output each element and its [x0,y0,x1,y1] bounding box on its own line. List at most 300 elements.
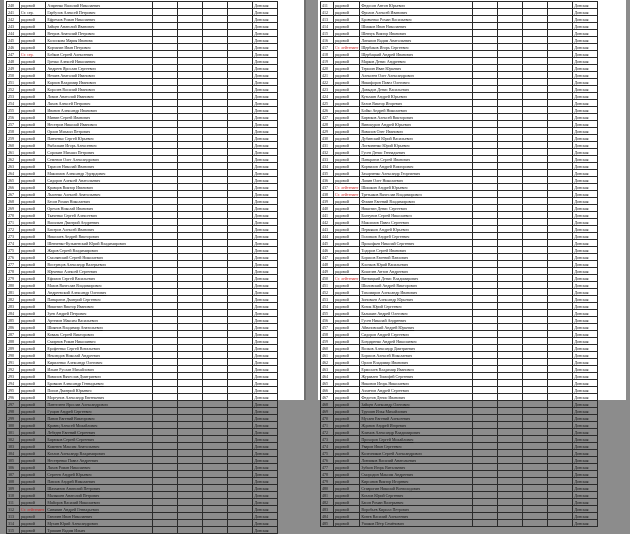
cell-c1 [473,513,498,520]
cell-c3 [203,520,228,527]
cell-name[interactable]: Синявин Андрей Геннадьевич [46,506,153,513]
cell-c2 [498,310,523,317]
table-row [7,233,278,240]
cell-rank: рядовой [20,338,46,345]
table-row [7,107,278,114]
cell-c1 [153,317,178,324]
cell-num: 252 [7,86,20,93]
cell-rank: рядовой [334,170,360,177]
cell-c4 [228,247,253,254]
cell-c3 [203,373,228,380]
cell-c2 [178,233,203,240]
cell-c2 [178,114,203,121]
cell-name: Смородин Максим Андреевич [360,471,473,478]
cell-num: 418 [321,51,334,58]
cell-name[interactable]: Лебедев Евгений Сергеевич [46,429,153,436]
cell-c2 [178,527,203,534]
cell-num: 300 [7,422,20,429]
cell-name: Ткаченко Сергей Алексеевич [46,212,153,219]
cell-c3 [203,142,228,149]
cell-place: Донская [253,352,278,359]
cell-name[interactable]: Щербацкий Андрей Иванович [360,51,473,58]
cell-c1 [473,268,498,275]
cell-c2 [178,30,203,37]
cell-c4 [548,373,573,380]
cell-name[interactable]: Волков Александр Дмитриевич [360,345,473,352]
cell-c3 [203,310,228,317]
cell-place: Донская [253,114,278,121]
cell-num: 419 [321,58,334,65]
cell-place: Донская [573,359,598,366]
cell-c2 [178,317,203,324]
cell-rank: рядовой [20,471,46,478]
cell-c4 [548,247,573,254]
cell-rank: рядовой [334,499,360,506]
cell-rank: рядовой [20,170,46,177]
cell-name: Карпов Владимир Иванович [46,79,153,86]
cell-c3 [523,338,548,345]
table-row [7,114,278,121]
cell-c3 [203,282,228,289]
cell-num: 293 [7,373,20,380]
cell-rank: рядовой [20,44,46,51]
cell-c2 [498,296,523,303]
cell-c3 [523,191,548,198]
cell-num: 277 [7,261,20,268]
cell-c2 [498,240,523,247]
cell-c1 [153,492,178,499]
table-row [321,303,598,310]
cell-name: Панченко Сергей Юрьевич [46,135,153,142]
cell-c2 [498,212,523,219]
cell-name: Ермолаев Владимир Иванович [360,366,473,373]
cell-name[interactable]: Андреев Ярослав Сергеевич [46,65,153,72]
cell-num: 304 [7,450,20,457]
cell-rank: рядовой [334,520,360,527]
cell-c3 [203,471,228,478]
cell-c4 [228,142,253,149]
cell-c2 [498,79,523,86]
table-row [321,177,598,184]
cell-c2 [498,226,523,233]
cell-c1 [153,226,178,233]
cell-c4 [548,58,573,65]
cell-rank: рядовой [334,345,360,352]
cell-c2 [178,499,203,506]
cell-rank: Ст. лейтенант [335,184,359,190]
cell-name[interactable]: Бровченко Роман Васильевич [360,16,473,23]
cell-place: Донская [573,464,598,471]
cell-c1 [153,387,178,394]
cell-rank: рядовой [20,128,46,135]
cell-c1 [153,107,178,114]
cell-rank: рядовой [334,23,360,30]
cell-c3 [203,359,228,366]
cell-place: Донская [573,142,598,149]
cell-c3 [523,240,548,247]
cell-c1 [153,205,178,212]
cell-name[interactable]: Белов Виктор Игоревич [360,100,473,107]
cell-name[interactable]: Прохоров Сергей Михайлович [360,436,473,443]
cell-rank: рядовой [334,436,360,443]
cell-c1 [153,366,178,373]
cell-place: Донская [253,58,278,65]
cell-place: Донская [253,478,278,485]
cell-name: Иванов Александр Иванович [46,107,153,114]
cell-c3 [203,2,228,9]
cell-c3 [203,345,228,352]
cell-c3 [523,233,548,240]
cell-name[interactable]: Смирнов Роман Николаевич [46,338,153,345]
cell-c2 [498,86,523,93]
table-row [321,394,598,401]
cell-c2 [498,457,523,464]
cell-c3 [203,387,228,394]
table-row [7,492,278,499]
cell-name[interactable]: Николаев Андрей Викторович [46,233,153,240]
cell-name: Малышев Анатолий Петрович [46,492,153,499]
cell-c2 [498,436,523,443]
cell-c2 [178,79,203,86]
cell-c2 [178,408,203,415]
cell-rank: рядовой [20,359,46,366]
table-row [321,51,598,58]
cell-c3 [523,184,548,191]
cell-c1 [153,247,178,254]
cell-c3 [523,65,548,72]
cell-num: 243 [7,23,20,30]
cell-rank: рядовой [20,254,46,261]
cell-c1 [153,415,178,422]
cell-rank: рядовой [20,142,46,149]
cell-name[interactable]: Бровкин Александр Геннадьевич [46,380,153,387]
cell-place: Донская [573,58,598,65]
cell-c3 [523,107,548,114]
cell-place: Донская [573,23,598,30]
cell-c4 [548,65,573,72]
cell-num: 455 [321,310,334,317]
cell-c3 [203,86,228,93]
cell-c2 [178,331,203,338]
table-row [321,23,598,30]
cell-place: Донская [573,338,598,345]
cell-c3 [203,219,228,226]
cell-rank: рядовой [20,163,46,170]
cell-num: 424 [321,93,334,100]
cell-num: 258 [7,128,20,135]
cell-rank: рядовой [20,520,46,527]
table-row [7,163,278,170]
cell-num: 484 [321,513,334,520]
cell-c2 [178,9,203,16]
cell-c2 [178,212,203,219]
cell-num: 262 [7,156,20,163]
cell-c3 [523,289,548,296]
cell-name: Корчагин Иван Петрович [46,44,153,51]
cell-rank: рядовой [334,471,360,478]
cell-num: 412 [321,9,334,16]
cell-rank: рядовой [20,527,46,534]
cell-c4 [228,212,253,219]
cell-rank: рядовой [20,401,46,408]
cell-c4 [548,37,573,44]
cell-place: Донская [573,205,598,212]
cell-c3 [203,352,228,359]
cell-rank: рядовой [20,324,46,331]
cell-num: 457 [321,324,334,331]
table-row [7,65,278,72]
table-row [7,37,278,44]
cell-c4 [228,128,253,135]
cell-name[interactable]: Кравцов Виктор Иванович [46,184,153,191]
cell-place: Донская [253,226,278,233]
cell-c3 [523,37,548,44]
cell-c4 [228,380,253,387]
cell-c1 [473,254,498,261]
cell-name[interactable]: Айвазовский Андрей Юрьевич [360,324,473,331]
cell-c2 [498,44,523,51]
cell-c2 [498,51,523,58]
table-row [7,443,278,450]
cell-name[interactable]: Ефремов Роман Николаевич [46,16,153,23]
cell-c4 [228,450,253,457]
cell-num: 264 [7,170,20,177]
table-row [7,527,278,534]
cell-c4 [228,401,253,408]
cell-c2 [498,65,523,72]
cell-rank: рядовой [334,16,360,23]
cell-c2 [498,464,523,471]
cell-num: 469 [321,408,334,415]
cell-place: Донская [253,254,278,261]
cell-rank: рядовой [334,429,360,436]
cell-name: Зуев Андрей Петрович [46,310,153,317]
cell-rank: рядовой [334,37,360,44]
cell-name: Марков Денис Андреевич [360,58,473,65]
cell-name[interactable]: Смолянский Сергей Николаевич [46,254,153,261]
cell-c4 [228,177,253,184]
cell-name[interactable]: Гусев Денис Геннадьевич [360,149,473,156]
cell-rank: рядовой [20,415,46,422]
cell-c1 [473,177,498,184]
cell-c3 [523,212,548,219]
table-row [7,198,278,205]
cell-name: Винокуров Андрей Юрьевич [360,121,473,128]
table-row [321,128,598,135]
table-row [7,268,278,275]
cell-c1 [153,86,178,93]
cell-c4 [228,184,253,191]
table-row [321,324,598,331]
cell-place: Донская [253,163,278,170]
cell-num: 427 [321,114,334,121]
cell-num: 295 [7,387,20,394]
cell-c2 [498,352,523,359]
cell-c1 [473,44,498,51]
cell-name[interactable]: Захарченко Александр Георгиевич [360,170,473,177]
cell-num: 430 [321,135,334,142]
roll-table-right [320,1,598,527]
cell-place: Донская [253,527,278,534]
cell-c1 [473,212,498,219]
cell-c2 [178,415,203,422]
cell-place: Донская [253,212,278,219]
cell-name[interactable]: Шиянов Владимир Анатольевич [46,324,153,331]
cell-c1 [153,485,178,492]
table-row [321,485,598,492]
cell-c4 [228,359,253,366]
cell-name: Королев Василий Иванович [46,86,153,93]
cell-rank: Ст. лейтенант [335,44,359,50]
cell-place: Донская [573,275,598,282]
cell-rank: рядовой [334,373,360,380]
cell-c1 [153,135,178,142]
cell-rank: рядовой [334,9,360,16]
cell-c1 [153,422,178,429]
cell-num: 485 [321,520,334,527]
cell-name[interactable]: Фомин Евгений Владимирович [360,198,473,205]
table-row [321,226,598,233]
cell-name[interactable]: Гущин Андрей Сергеевич [46,408,153,415]
table-row [321,142,598,149]
cell-place: Донская [573,331,598,338]
cell-name: Мухин Юрий Александрович [46,520,153,527]
cell-name: Шишкин Андрей Юрьевич [360,184,473,191]
cell-name[interactable]: Тодоров Сергей Иванович [360,247,473,254]
cell-name: Борисов Евгений Павлович [360,254,473,261]
cell-c2 [178,282,203,289]
cell-rank: рядовой [334,492,360,499]
cell-c3 [203,450,228,457]
cell-c3 [203,184,228,191]
table-row [321,65,598,72]
cell-place: Донская [573,163,598,170]
cell-name: Сидоров Андрей Сергеевич [360,331,473,338]
cell-rank: рядовой [20,205,46,212]
cell-num: 426 [321,107,334,114]
cell-num: 245 [7,37,20,44]
table-row [321,478,598,485]
cell-c1 [473,464,498,471]
cell-c4 [228,254,253,261]
cell-c2 [178,366,203,373]
cell-num: 464 [321,373,334,380]
cell-place: Донская [573,422,598,429]
cell-c4 [228,170,253,177]
cell-num: 431 [321,142,334,149]
cell-c4 [548,177,573,184]
cell-num: 481 [321,492,334,499]
cell-c3 [523,135,548,142]
cell-c4 [228,499,253,506]
cell-c3 [523,457,548,464]
cell-c1 [153,142,178,149]
cell-c3 [203,247,228,254]
cell-c1 [473,107,498,114]
table-row [7,359,278,366]
cell-name[interactable]: Витвицкий Денис Владимирович [360,275,473,282]
cell-c3 [523,226,548,233]
cell-c3 [523,296,548,303]
cell-name: Нестеров Николай Иванович [46,121,153,128]
cell-c4 [228,261,253,268]
cell-num: 309 [7,485,20,492]
cell-name[interactable]: Васильев Дмитрий Андреевич [46,219,153,226]
cell-name[interactable]: Андреевский Александр Олегович [46,289,153,296]
cell-name[interactable]: Журавлев Тимофей Сергеевич [360,373,473,380]
cell-name: Тришин Вадим Ильич [46,527,153,534]
cell-c3 [203,261,228,268]
cell-num: 445 [321,240,334,247]
cell-name[interactable]: Максимов Павел Сергеевич [360,219,473,226]
cell-rank: рядовой [334,219,360,226]
cell-rank: рядовой [20,58,46,65]
cell-num: 420 [321,65,334,72]
cell-name[interactable]: Вавилов Олег Иванович [360,128,473,135]
cell-c2 [498,345,523,352]
cell-c4 [548,492,573,499]
cell-c4 [228,373,253,380]
cell-c3 [523,79,548,86]
cell-place: Донская [253,408,278,415]
cell-c2 [498,100,523,107]
table-row [321,499,598,506]
cell-c2 [498,37,523,44]
cell-place: Донская [253,492,278,499]
cell-c1 [153,499,178,506]
cell-c4 [228,79,253,86]
cell-c1 [153,513,178,520]
cell-place: Донская [253,93,278,100]
cell-c2 [498,282,523,289]
cell-c4 [228,506,253,513]
table-row [7,149,278,156]
cell-place: Донская [253,296,278,303]
cell-num: 451 [321,282,334,289]
cell-c3 [203,23,228,30]
cell-c1 [473,415,498,422]
cell-num: 462 [321,359,334,366]
cell-c4 [228,149,253,156]
cell-c1 [153,275,178,282]
cell-c3 [203,9,228,16]
cell-c1 [153,198,178,205]
cell-c3 [523,177,548,184]
cell-c4 [548,282,573,289]
cell-name[interactable]: Зайцев Александр Олегович [360,401,473,408]
cell-c4 [228,275,253,282]
cell-c1 [473,219,498,226]
cell-rank: Ст. сер. [20,51,46,58]
cell-name[interactable]: Орлов Михаил Петрович [46,128,153,135]
cell-c3 [523,478,548,485]
table-row [321,212,598,219]
cell-c3 [203,205,228,212]
table-row [7,93,278,100]
table-row [321,443,598,450]
table-row [321,233,598,240]
cell-c2 [498,16,523,23]
cell-num: 449 [321,268,334,275]
cell-c3 [523,345,548,352]
cell-c4 [548,163,573,170]
cell-c2 [178,226,203,233]
cell-place: Донская [253,317,278,324]
cell-name: Климов Александр Владимирович [360,429,473,436]
cell-rank: рядовой [334,464,360,471]
cell-c1 [473,443,498,450]
cell-name[interactable]: Шахматов Анатолий Петрович [46,485,153,492]
